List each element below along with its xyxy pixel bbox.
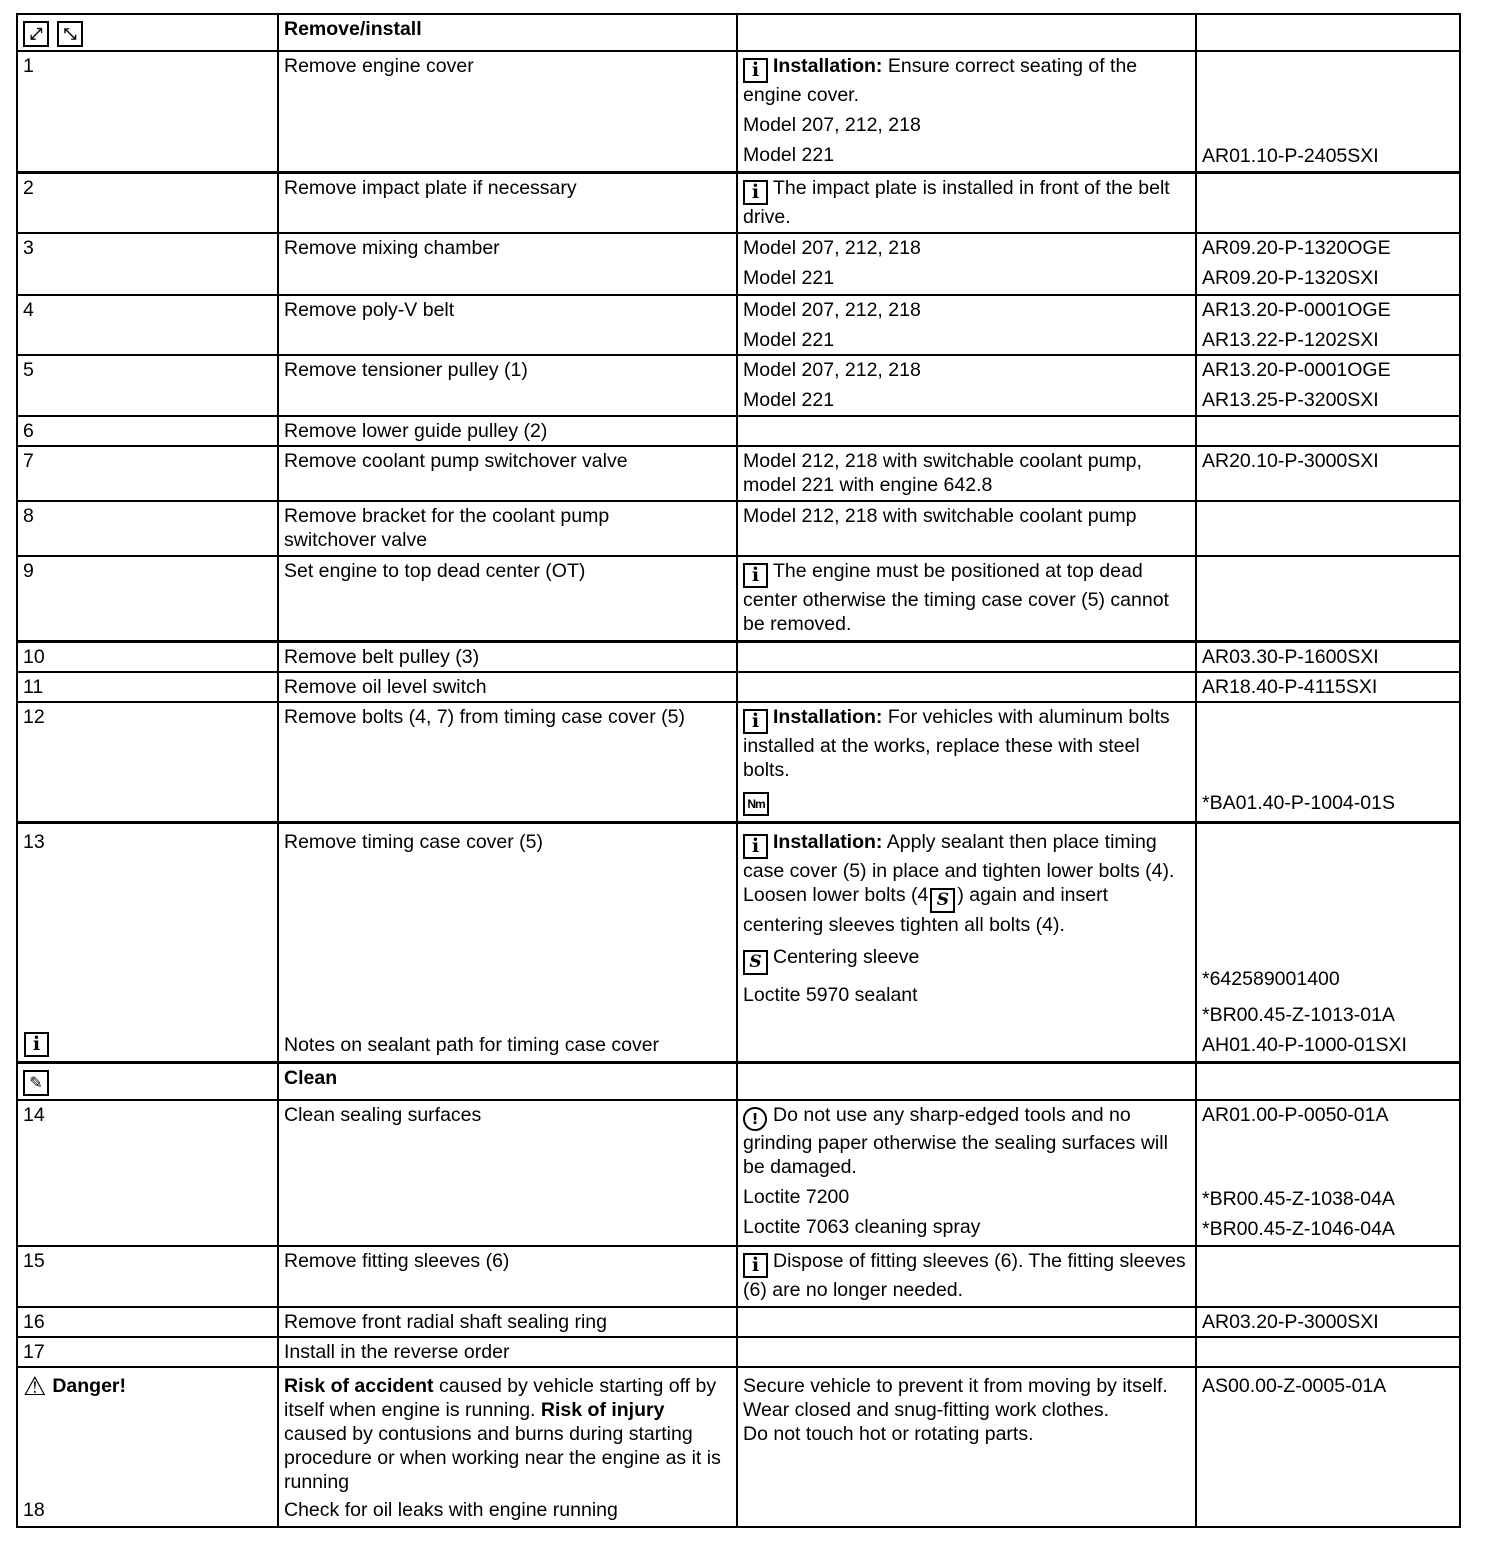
torque-icon: Nm: [743, 792, 769, 816]
table-row: [17, 641, 1460, 672]
reference-link[interactable]: *BA01.40-P-1004-01S: [1202, 791, 1395, 814]
step-number: 6: [17, 416, 278, 446]
reference-link[interactable]: AR13.22-P-1202SXI: [1202, 329, 1379, 351]
step-number: 4: [17, 295, 278, 355]
warning-icon: ⚠: [23, 1371, 47, 1402]
step-action: Set engine to top dead center (OT): [278, 556, 737, 641]
step-number: 11: [17, 672, 278, 702]
info-icon: i: [743, 834, 768, 859]
reference-link[interactable]: AS00.00-Z-0005-01A: [1202, 1374, 1387, 1397]
expand-icon: ⤢: [23, 21, 49, 47]
info-icon: i: [743, 709, 768, 734]
table-row: [17, 1063, 1460, 1100]
reference-link[interactable]: AR13.20-P-0001OGE: [1202, 359, 1391, 381]
step-action: Risk of accident caused by vehicle starting off by itself when engine is running. Risk of injury caused by contusions and burns during starting procedure or when working near the engine as it is running Check for oil leaks with engine running: [278, 1367, 737, 1527]
collapse-icon: ⤡: [57, 21, 83, 47]
step-number: 13: [23, 831, 45, 853]
step-action: Remove impact plate if necessary: [278, 172, 737, 233]
table-row: 14 Clean sealing surfaces ! Do not use any sharp-edged tools and no grinding paper otherwise the sealing surfaces will be damaged. Loctite 7200 Loctite 7063 cleaning spray AR01.00-P-0050-01A *BR00.45-Z-1038-04A *BR00.45-Z-1046-04A: [17, 1100, 1460, 1246]
table-row: 5 Remove tensioner pulley (1) Model 207, 212, 218 Model 221 AR13.20-P-0001OGE AR13.25-P-3200SXI: [17, 355, 1460, 416]
step-references: [1196, 51, 1460, 172]
table-row: 9 Set engine to top dead center (OT) i The engine must be positioned at top dead center otherwise the timing case cover (5) cannot be removed.: [17, 556, 1460, 641]
reference-link[interactable]: *BR00.45-Z-1013-01A: [1202, 1004, 1395, 1026]
special-tool-icon: S: [743, 950, 768, 975]
special-tool-icon: S: [930, 888, 955, 913]
step-number: 17: [17, 1337, 278, 1367]
step-action: Remove bracket for the coolant pump switchover valve: [278, 501, 737, 556]
step-action: Remove fitting sleeves (6): [278, 1246, 737, 1307]
step-action: Remove timing case cover (5) Notes on sealant path for timing case cover: [278, 823, 737, 1063]
table-row: [17, 416, 1460, 446]
reference-link[interactable]: AR09.20-P-1320OGE: [1202, 237, 1391, 259]
reference-link[interactable]: AR03.20-P-3000SXI: [1196, 1307, 1460, 1337]
step-number: 8: [17, 501, 278, 556]
step-number: 15: [17, 1246, 278, 1307]
cleaning-icon: ✎: [23, 1070, 49, 1096]
step-action: Remove lower guide pulley (2): [278, 416, 737, 446]
step-number: 3: [17, 233, 278, 295]
step-number: 18: [23, 1498, 45, 1521]
step-number: 2: [17, 172, 278, 233]
step-action: Remove bolts (4, 7) from timing case cover (5): [278, 702, 737, 823]
step-number: 14: [17, 1100, 278, 1246]
step-number: 12: [17, 702, 278, 823]
procedure-table: [16, 13, 1461, 1528]
info-icon: i: [743, 180, 768, 205]
table-row: 7 Remove coolant pump switchover valve Model 212, 218 with switchable coolant pump, model 221 with engine 642.8 AR20.10-P-3000SXI: [17, 446, 1460, 501]
reference-link[interactable]: AR01.00-P-0050-01A: [1202, 1103, 1389, 1126]
reference-link[interactable]: AR01.10-P-2405SXI: [1202, 145, 1379, 167]
reference-link[interactable]: AR13.20-P-0001OGE: [1202, 299, 1391, 321]
reference-link[interactable]: AR18.40-P-4115SXI: [1196, 672, 1460, 702]
step-number: 5: [17, 355, 278, 416]
section-title: Remove/install: [278, 14, 737, 51]
table-row: [17, 14, 1460, 51]
reference-link[interactable]: AR13.25-P-3200SXI: [1202, 389, 1379, 411]
info-icon: i: [743, 563, 768, 588]
step-number: 9: [17, 556, 278, 641]
table-row: [17, 672, 1460, 702]
step-action: Remove front radial shaft sealing ring: [278, 1307, 737, 1337]
table-row: 8 Remove bracket for the coolant pump switchover valve Model 212, 218 with switchable coolant pump: [17, 501, 1460, 556]
step-action: Remove tensioner pulley (1): [278, 355, 737, 416]
reference-link[interactable]: *642589001400: [1202, 968, 1340, 990]
table-row: 13 i Remove timing case cover (5) Notes on sealant path for timing case cover i Installation: Apply sealant then place timing case cover (5) in place and tighten lower bolts (4). Loosen lower bolts (4 S ) again and insert centering sleeves tighten all bolts (4). S Centering sleeve Loctite 5970 sealant *642589001400 *BR00.45-Z-1013-01A AH01.40-P-1000-01SXI: [17, 823, 1460, 1063]
table-row: [17, 1307, 1460, 1337]
reference-link[interactable]: AR09.20-P-1320SXI: [1202, 267, 1379, 289]
step-action: Remove engine cover: [278, 51, 737, 172]
step-action: Remove poly-V belt: [278, 295, 737, 355]
step-action: Clean sealing surfaces: [278, 1100, 737, 1246]
step-number-cell: [17, 823, 278, 1063]
table-row: 2 Remove impact plate if necessary i The impact plate is installed in front of the belt drive.: [17, 172, 1460, 233]
reference-link[interactable]: AR20.10-P-3000SXI: [1196, 446, 1460, 501]
section-title: Clean: [278, 1063, 737, 1100]
table-row: [17, 1337, 1460, 1367]
info-icon: i: [24, 1032, 49, 1057]
step-action: Remove mixing chamber: [278, 233, 737, 295]
table-row: 12 Remove bolts (4, 7) from timing case cover (5) i Installation: For vehicles with aluminum bolts installed at the works, replace these with steel bolts. Nm *BA01.40-P-1004-01S: [17, 702, 1460, 823]
info-icon: i: [743, 58, 768, 83]
danger-cell: ⚠ Danger! 18: [17, 1367, 278, 1527]
step-action: Remove coolant pump switchover valve: [278, 446, 737, 501]
reference-link[interactable]: *BR00.45-Z-1046-04A: [1202, 1217, 1395, 1240]
table-row: [17, 51, 1460, 172]
step-number: 1: [17, 51, 278, 172]
reference-link[interactable]: AH01.40-P-1000-01SXI: [1202, 1034, 1407, 1056]
info-icon: i: [743, 1253, 768, 1278]
step-number: 7: [17, 446, 278, 501]
table-row: ⚠ Danger! 18 Risk of accident caused by vehicle starting off by itself when engine is running. Risk of injury caused by contusions and burns during starting procedure or when working near the engine as it is running Check for oil leaks with engine running Secure vehicle to prevent it from moving by itself. Wear closed and snug-fitting work clothes. Do not touch hot or rotating parts. AS00.00-Z-0005-01A: [17, 1367, 1460, 1527]
step-details: i Installation: Ensure correct seating of the engine cover. Model 207, 212, 218 Model 221: [737, 51, 1196, 172]
step-action: Install in the reverse order: [278, 1337, 737, 1367]
table-row: 3 Remove mixing chamber Model 207, 212, 218 Model 221 AR09.20-P-1320OGE AR09.20-P-1320SXI: [17, 233, 1460, 295]
table-row: 4 Remove poly-V belt Model 207, 212, 218 Model 221 AR13.20-P-0001OGE AR13.22-P-1202SXI: [17, 295, 1460, 355]
reference-link[interactable]: AR03.30-P-1600SXI: [1196, 641, 1460, 672]
step-action: Remove belt pulley (3): [278, 641, 737, 672]
reference-link[interactable]: *BR00.45-Z-1038-04A: [1202, 1187, 1395, 1210]
table-row: 15 Remove fitting sleeves (6) i Dispose of fitting sleeves (6). The fitting sleeves (6) are no longer needed.: [17, 1246, 1460, 1307]
caution-icon: !: [743, 1107, 767, 1131]
step-number: 10: [17, 641, 278, 672]
step-action: Remove oil level switch: [278, 672, 737, 702]
step-number: 16: [17, 1307, 278, 1337]
